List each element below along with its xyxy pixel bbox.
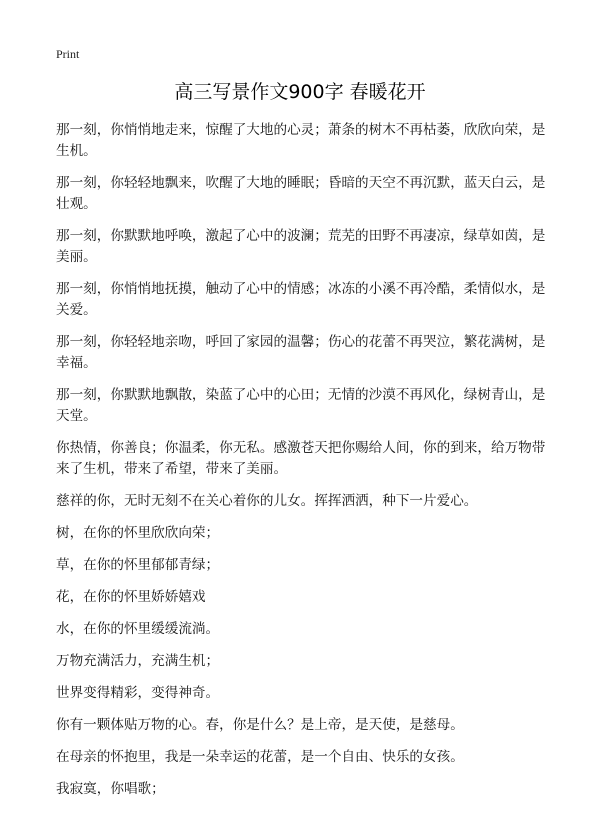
paragraph: 慈祥的你，无时无刻不在关心着你的儿女。挥挥洒洒，种下一片爱心。 (56, 493, 478, 509)
article-body (56, 120, 556, 811)
paragraph: 那一刻，你默默地飘散，染蓝了心中的心田；无情的沙漠不再风化，绿树青山，是天堂。 (56, 387, 546, 424)
paragraph: 草，在你的怀里郁郁青绿； (56, 557, 220, 573)
paragraph: 那一刻，你悄悄地走来，惊醒了大地的心灵；萧条的树木不再枯萎，欣欣向荣，是生机。 (56, 122, 546, 159)
paragraph: 你热情，你善良；你温柔，你无私。感激苍天把你赐给人间，你的到来，给万物带来了生机，带来了希望，带来了美丽。 (56, 440, 546, 477)
paragraph: 那一刻，你轻轻地亲吻，呼回了家园的温馨；伤心的花蕾不再哭泣，繁花满树，是幸福。 (56, 334, 546, 371)
paragraph: 水，在你的怀里缓缓流淌。 (56, 621, 220, 637)
paragraph: 那一刻，你默默地呼唤，激起了心中的波澜；荒芜的田野不再凄凉，绿草如茵，是美丽。 (56, 228, 546, 265)
paragraph: 万物充满活力，充满生机； (56, 653, 220, 669)
paragraph: 树，在你的怀里欣欣向荣； (56, 525, 220, 541)
paragraph: 我寂寞，你唱歌； (56, 781, 165, 797)
page-title: 高三写景作文900字 春暖花开 (174, 81, 426, 103)
paragraph: 世界变得精彩，变得神奇。 (56, 685, 220, 701)
paragraph: 花，在你的怀里娇娇嬉戏 (56, 589, 206, 605)
paragraph: 你有一颗体贴万物的心。春，你是什么？是上帝，是天使，是慈母。 (56, 717, 464, 733)
paragraph: 那一刻，你轻轻地飘来，吹醒了大地的睡眠；昏暗的天空不再沉默，蓝天白云，是壮观。 (56, 175, 546, 212)
paragraph: 在母亲的怀抱里，我是一朵幸运的花蕾，是一个自由、快乐的女孩。 (56, 749, 464, 765)
paragraph: 那一刻，你悄悄地抚摸，触动了心中的情感；冰冻的小溪不再冷酷，柔情似水，是关爱。 (56, 281, 546, 318)
print-link[interactable]: Print (56, 47, 80, 61)
